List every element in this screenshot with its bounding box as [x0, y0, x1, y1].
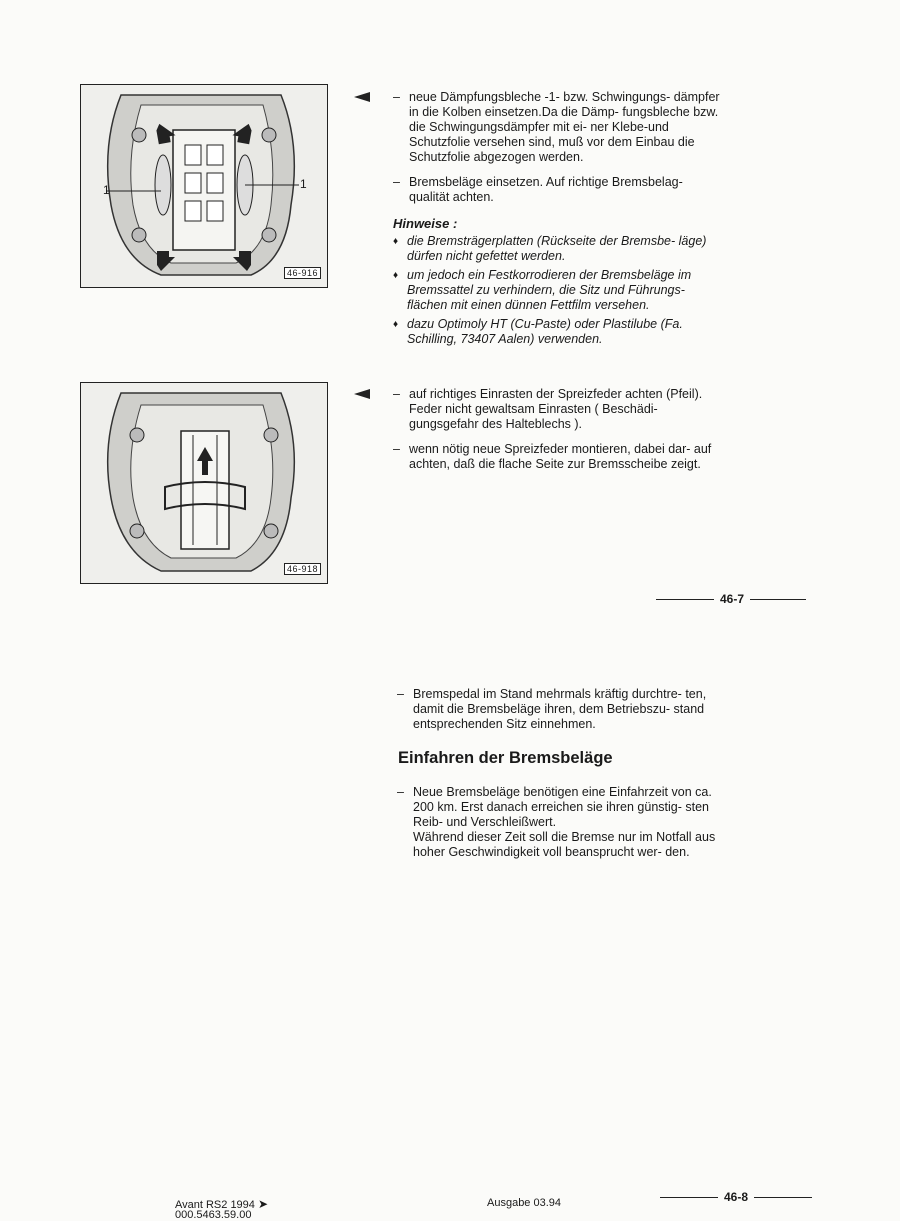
list-item: [397, 785, 727, 860]
bullet-text: wenn nötig neue Spreizfeder montieren, dabei dar- auf achten, daß die flache Seite zur Bremsscheibe zeigt.: [409, 442, 712, 471]
footer-edition: Ausgabe 03.94: [487, 1197, 562, 1209]
section1-text: [393, 90, 721, 347]
spreader-spring-illustration: [81, 383, 327, 583]
bullet-text: – Neue Bremsbeläge benötigen eine Einfahrzeit von ca. 200 km. Erst danach erreichen sie ihren günstig- sten Reib- und Verschleißwert.: [413, 785, 712, 829]
callout-1-left: 1: [103, 183, 110, 197]
page-number-bottom: [660, 1190, 812, 1204]
bullet-text: auf richtiges Einrasten der Spreizfeder achten (Pfeil). Feder nicht gewaltsam Einrasten ( Beschädi- gungsgefahr des Halteblechs ).: [409, 387, 703, 431]
brake-caliper-illustration: [81, 85, 327, 287]
rule: [754, 1197, 812, 1198]
rule: [656, 599, 714, 600]
hint-item: [393, 268, 721, 313]
hint-heading: Hinweise :: [393, 216, 458, 231]
bullet-text: Bremsbeläge einsetzen. Auf richtige Bremsbelag- qualität achten.: [409, 175, 683, 204]
page-number-top: [656, 592, 806, 606]
page-number: 46-7: [720, 592, 745, 606]
next-arrow-icon: ➤: [257, 1197, 269, 1211]
figure-46-918: [80, 382, 328, 584]
list-item: [393, 90, 721, 165]
figure-number: 46-916: [284, 267, 321, 279]
run-in-text: [397, 785, 727, 860]
hint-item: [393, 317, 721, 347]
rule: [750, 599, 806, 600]
rule: [660, 1197, 718, 1198]
page-number: 46-8: [724, 1190, 749, 1204]
section3-text: [397, 687, 727, 732]
figure-46-916: [80, 84, 328, 288]
section2-text: [393, 387, 721, 472]
bullet-text: Bremspedal im Stand mehrmals kräftig durchtre- ten, damit die Bremsbeläge ihren, dem Betriebszu- stand entsprechenden Sitz einnehmen.: [413, 687, 707, 731]
list-item: [393, 175, 721, 205]
list-item: [393, 387, 721, 432]
pointer-arrow-icon: [354, 92, 370, 102]
hint-item: [393, 234, 721, 264]
footer-code: 000.5463.59.00: [175, 1209, 252, 1221]
model-text: Avant RS2 1994: [175, 1199, 255, 1211]
hint-text: dazu Optimoly HT (Cu-Paste) oder Plastilube (Fa. Schilling, 73407 Aalen) verwenden.: [407, 317, 683, 346]
section-heading: Einfahren der Bremsbeläge: [398, 749, 613, 767]
figure-number: 46-918: [284, 563, 321, 575]
bullet-text: neue Dämpfungsbleche -1- bzw. Schwingungs- dämpfer in die Kolben einsetzen.Da die Dämp- fungsbleche bzw. die Schwingungsdämpfer mit ei- ner Klebe-und Schutzfolie versehen sind, muß vor dem Einbau die Schutzfolie abgezogen werden.: [409, 90, 720, 164]
list-item: [393, 442, 721, 472]
list-item: [397, 687, 727, 732]
callout-1-right: 1: [300, 177, 307, 191]
pointer-arrow-icon: [354, 389, 370, 399]
note-text: Während dieser Zeit soll die Bremse nur im Notfall aus hoher Geschwindigkeit voll beansprucht wer- den.: [413, 830, 716, 859]
hint-text: um jedoch ein Festkorrodieren der Bremsbeläge im Bremssattel zu verhindern, die Sitz und Führungs- flächen mit einen dünnen Fettfilm versehen.: [407, 268, 692, 312]
hint-text: die Bremsträgerplatten (Rückseite der Bremsbe- läge) dürfen nicht gefettet werden.: [407, 234, 707, 263]
